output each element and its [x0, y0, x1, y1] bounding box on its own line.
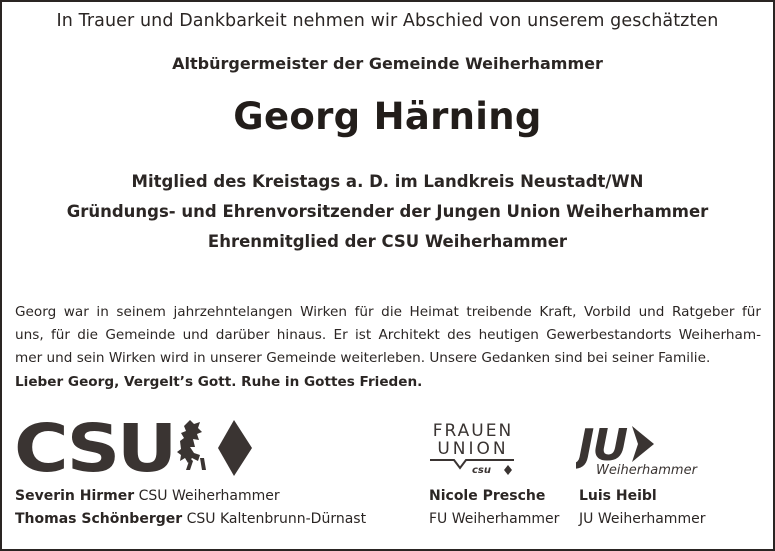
diamond-icon [218, 420, 252, 476]
role-line-2: Gründungs- und Ehrenvorsitzender der Jungen Union Weiherhammer [66, 202, 709, 221]
signer-org: CSU Weiherhammer [138, 488, 280, 504]
frauen-union-logo [428, 420, 518, 484]
csu-logo [14, 418, 259, 482]
frauen-union-line1: FRAUEN [432, 421, 514, 441]
ju-logo-subtitle: Weiherhammer [596, 463, 697, 478]
lion-icon [177, 420, 206, 470]
signature-ju-org: JU Weiherhammer [579, 511, 706, 527]
ju-logo [576, 420, 701, 484]
signature-ju-name: Luis Heibl [579, 488, 657, 504]
signature-csu-1 [15, 488, 280, 504]
closing-line: Lieber Georg, Vergelt’s Gott. Ruhe in Gottes Frieden. [15, 373, 423, 390]
signer-org: CSU Kaltenbrunn-Dürnast [186, 511, 367, 527]
tribute-line-3: mer und sein Wirken wird in unserer Gemeinde weiterleben. Unsere Gedanken sind bei seiner Familie. [15, 350, 711, 367]
ju-arrow-icon [632, 426, 654, 462]
tribute-paragraph [15, 301, 761, 394]
deceased-name: Georg Härning [233, 95, 542, 138]
frauen-union-csu-small: csu [472, 465, 491, 476]
signature-fu-name: Nicole Presche [429, 488, 546, 504]
signer-name: Thomas Schönberger [15, 511, 183, 527]
role-line-3: Ehrenmitglied der CSU Weiherhammer [207, 232, 568, 251]
signature-fu-org: FU Weiherhammer [429, 511, 560, 527]
role-line-1: Mitglied des Kreistags a. D. im Landkreis Neustadt/WN [131, 172, 644, 191]
office-title: Altbürgermeister der Gemeinde Weiherhammer [172, 54, 603, 73]
tribute-line-1: Georg war in seinem jahrzehntelangen Wirken für die Heimat treibende Kraft, Vorbild und Ratgeber für [15, 304, 761, 320]
ju-logo-text: JU [578, 420, 627, 471]
signer-name: Severin Hirmer [15, 488, 135, 504]
tribute-line-2: uns, für die Gemeinde und darüber hinaus. Er ist Architekt des heutigen Gewerbestandorts Weiherham- [15, 327, 761, 344]
frauen-union-line2: UNION [437, 439, 509, 459]
intro-text: In Trauer und Dankbarkeit nehmen wir Abschied von unserem geschätzten [56, 11, 719, 31]
csu-logo-text: CSU [14, 418, 174, 478]
signature-csu-2 [15, 511, 366, 527]
